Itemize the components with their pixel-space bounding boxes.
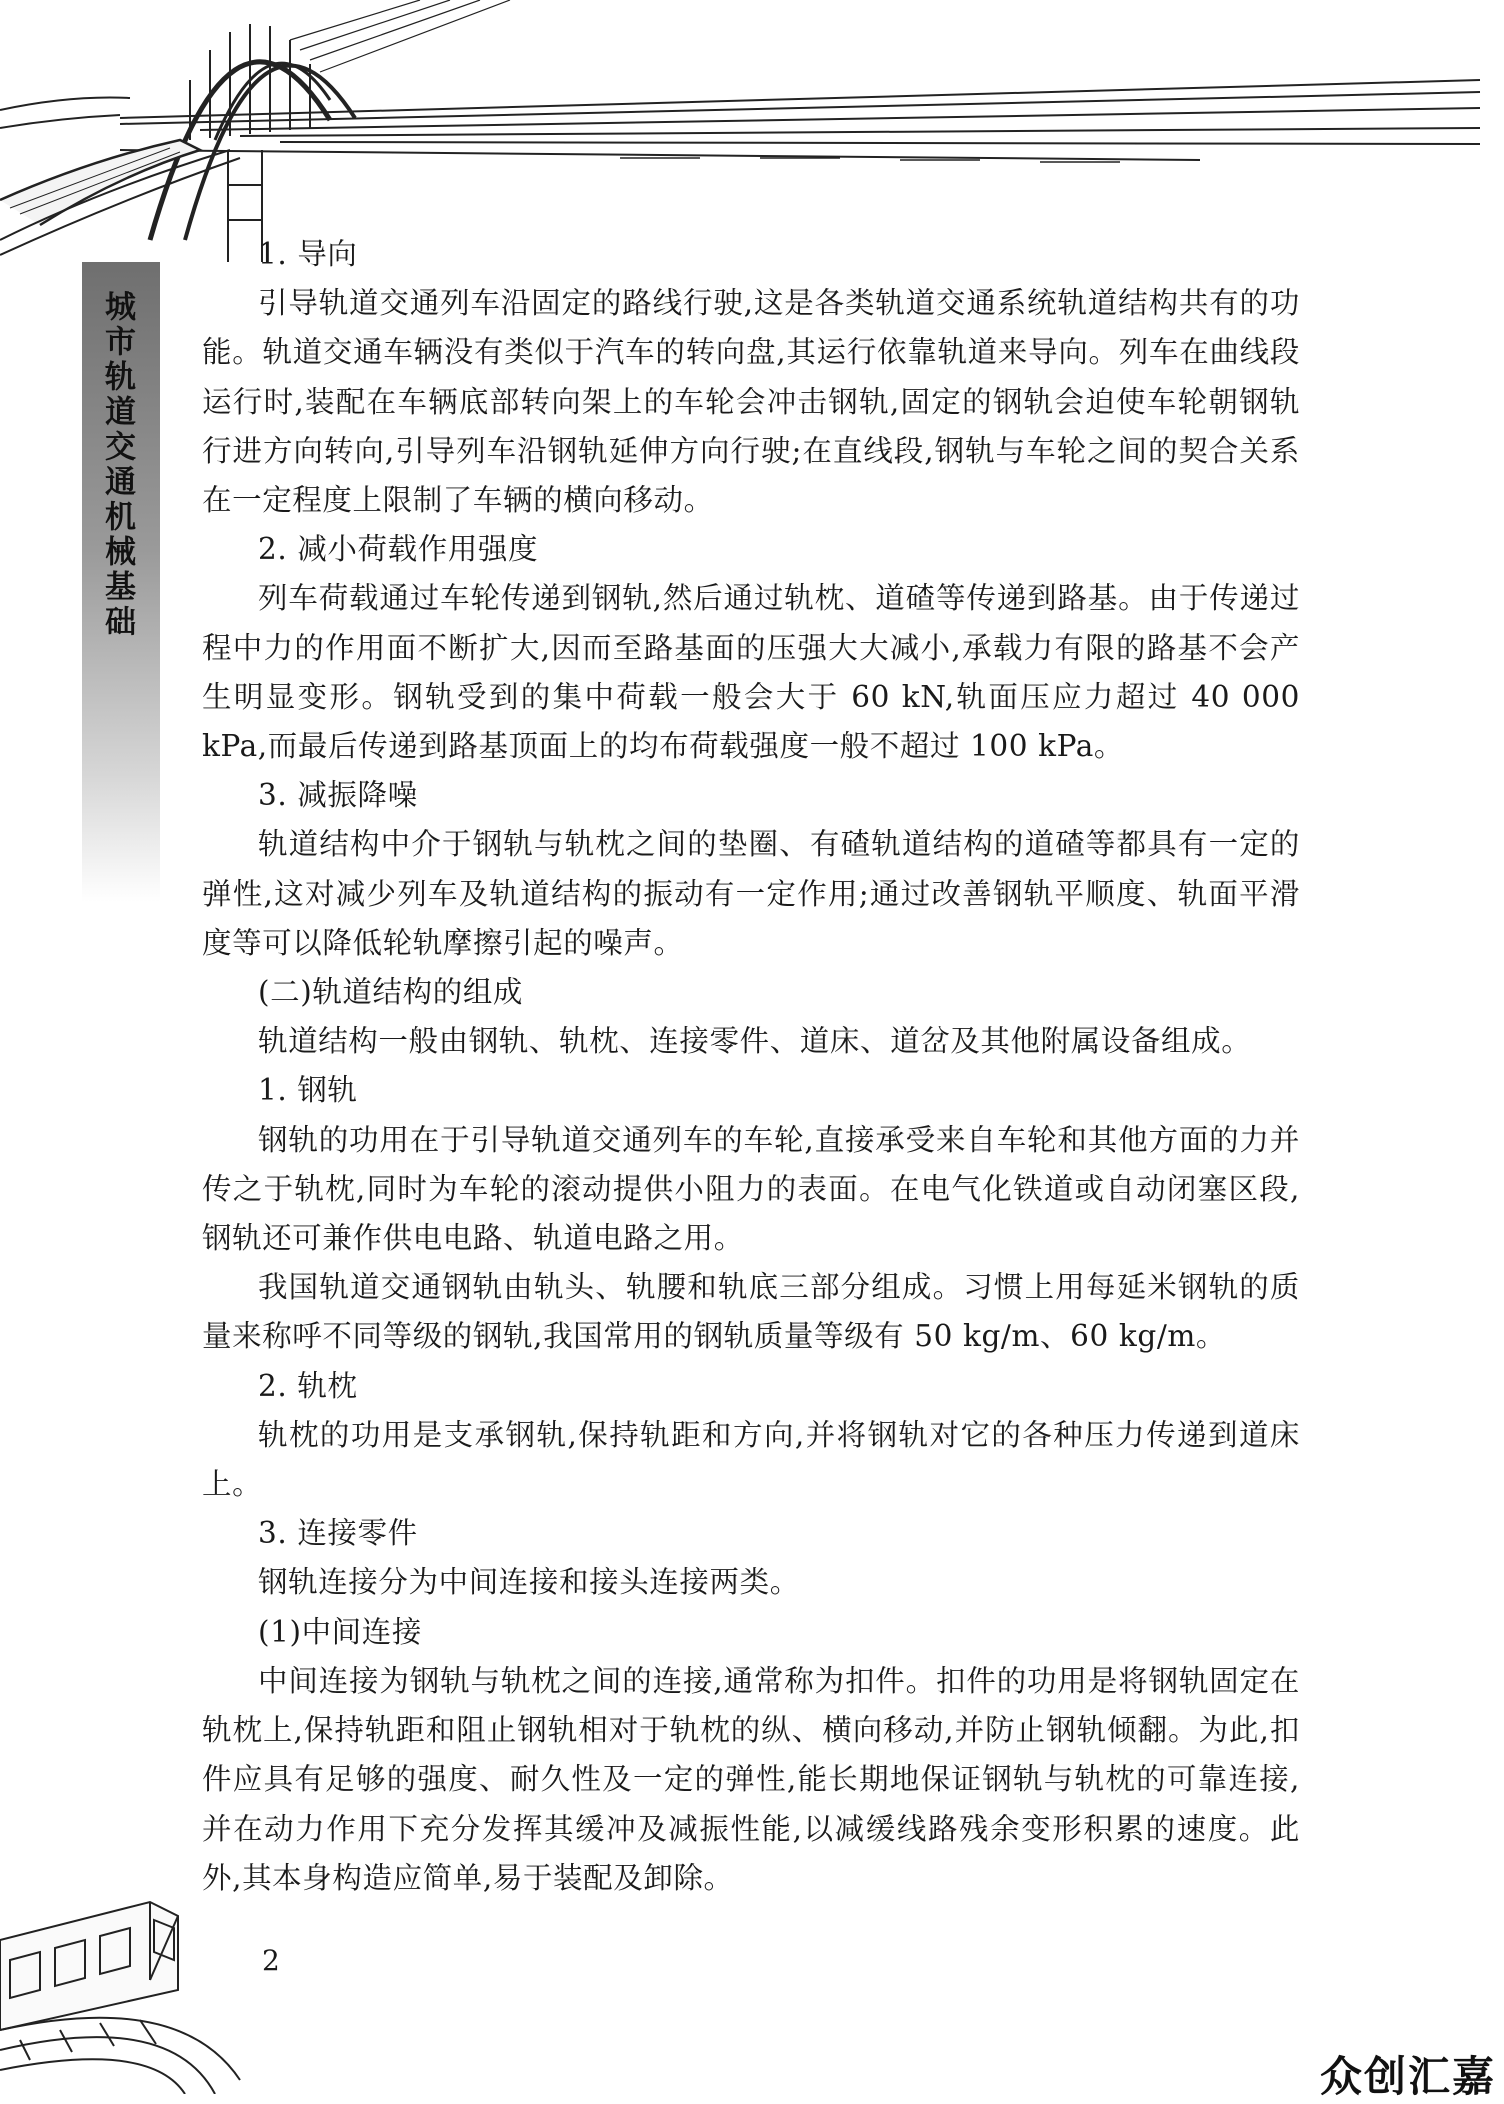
section-heading: 1. 钢轨 xyxy=(258,1073,358,1108)
header-bridge-illustration xyxy=(0,0,1504,262)
watermark-text: 众创汇嘉 xyxy=(1319,2052,1496,2101)
paragraph: 钢轨的功用在于引导轨道交通列车的车轮,直接承受来自车轮和其他方面的力并传之于轨枕,同时为车轮的滚动提供小阻力的表面。在电气化铁道或自动闭塞区段,钢轨还可兼作供电电路、轨道电路之用。 xyxy=(202,1122,1300,1256)
side-title: 城市轨道交通机械基础 xyxy=(99,290,135,640)
paragraph: 我国轨道交通钢轨由轨头、轨腰和轨底三部分组成。习惯上用每延米钢轨的质量来称呼不同等级的钢轨,我国常用的钢轨质量等级有 50 kg/m、60 kg/m。 xyxy=(202,1270,1300,1354)
section-heading: (1)中间连接 xyxy=(258,1614,422,1649)
paragraph: 轨道结构中介于钢轨与轨枕之间的垫圈、有碴轨道结构的道碴等都具有一定的弹性,这对减少列车及轨道结构的振动有一定作用;通过改善钢轨平顺度、轨面平滑度等可以降低轮轨摩擦引起的噪声。 xyxy=(202,827,1300,960)
section-heading: 3. 连接零件 xyxy=(258,1516,418,1551)
paragraph: 引导轨道交通列车沿固定的路线行驶,这是各类轨道交通系统轨道结构共有的功能。轨道交通车辆没有类似于汽车的转向盘,其运行依靠轨道来导向。列车在曲线段运行时,装配在车辆底部转向架上的车轮会冲击钢轨,固定的钢轨会迫使车轮朝钢轨行进方向转向,引导列车沿钢轨延伸方向行驶;在直线段,钢轨与车轮之间的契合关系在一定程度上限制了车辆的横向移动。 xyxy=(202,286,1300,518)
paragraph: 列车荷载通过车轮传递到钢轨,然后通过轨枕、道碴等传递到路基。由于传递过程中力的作用面不断扩大,因而至路基面的压强大大减小,承载力有限的路基不会产生明显变形。钢轨受到的集中荷载一般会大于 60 kN,轨面压应力超过 40 000 kPa,而最后传递到路基顶面上的均布荷载强度一般不超过 100 kPa。 xyxy=(202,581,1300,764)
paragraph: 中间连接为钢轨与轨枕之间的连接,通常称为扣件。扣件的功用是将钢轨固定在轨枕上,保持轨距和阻止钢轨相对于轨枕的纵、横向移动,并防止钢轨倾翻。为此,扣件应具有足够的强度、耐久性及一定的弹性,能长期地保证钢轨与轨枕的可靠连接,并在动力作用下充分发挥其缓冲及减振性能,以减缓线路残余变形积累的速度。此外,其本身构造应简单,易于装配及卸除。 xyxy=(202,1663,1300,1895)
section-heading: 1. 导向 xyxy=(258,237,358,271)
section-heading: 2. 轨枕 xyxy=(258,1368,358,1403)
page-number: 2 xyxy=(262,1944,280,1977)
paragraph: 轨道结构一般由钢轨、轨枕、连接零件、道床、道岔及其他附属设备组成。 xyxy=(258,1024,1252,1059)
section-heading: 3. 减振降噪 xyxy=(258,778,418,813)
section-heading: 2. 减小荷载作用强度 xyxy=(258,532,539,567)
footer-train-illustration xyxy=(0,1880,360,2094)
paragraph: 轨枕的功用是支承钢轨,保持轨距和方向,并将钢轨对它的各种压力传递到道床上。 xyxy=(202,1417,1300,1502)
body-text xyxy=(202,230,1300,1903)
paragraph: 钢轨连接分为中间连接和接头连接两类。 xyxy=(258,1565,800,1600)
section-heading: (二)轨道结构的组成 xyxy=(258,975,524,1010)
